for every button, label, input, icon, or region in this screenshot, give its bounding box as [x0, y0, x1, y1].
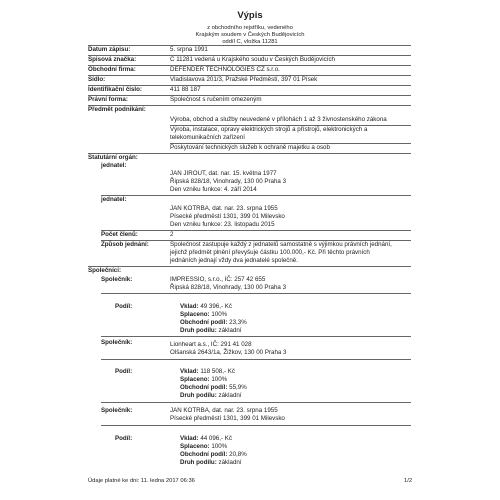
jednatel-label-1: jednatel: [101, 162, 127, 169]
pocet-label: Počet členů: [101, 231, 138, 238]
podil-3-splaceno [180, 443, 227, 451]
page-number: 1/2 [404, 478, 413, 484]
spolecnik-3-name: JAN KOTRBA, dat. nar. 23. srpna 1955 [170, 407, 278, 414]
spolecnik-1-address: Řipská 828/18, Vinohrady, 130 00 Praha 3 [170, 284, 287, 291]
divider [101, 359, 411, 360]
podil-3-vklad [180, 435, 232, 443]
jednatel-2-address: Písecké předměstí 1301, 399 01 Milevsko [170, 213, 285, 220]
splaceno-label: Splaceno: [180, 376, 210, 383]
obchodni-value: 23,3% [229, 319, 247, 326]
divider [101, 336, 411, 337]
obchodni-label: Obchodní podíl: [180, 384, 228, 391]
vklad-value: 44 096,- Kč [200, 435, 232, 442]
spolecnik-2-name: Lionheart a.s., IČ: 291 41 028 [170, 341, 252, 348]
sidlo-label: Sídlo: [88, 76, 106, 83]
jednatel-label-2: jednatel: [101, 196, 127, 203]
obchodni-value: 55,9% [229, 384, 247, 391]
druh-label: Druh podílu: [180, 392, 217, 399]
obchodni-value: 20,8% [229, 451, 247, 458]
datum-value: 5. srpna 1991 [170, 46, 208, 53]
podil-2-splaceno [180, 376, 227, 384]
predmet-line-4: Poskytování technických služeb k ochraně majetku a osob [170, 144, 330, 151]
podil-1-obchodni [180, 319, 247, 327]
forma-label: Právní forma: [88, 96, 128, 103]
podil-1-splaceno [180, 311, 227, 319]
splaceno-label: Splaceno: [180, 311, 210, 318]
ico-value: 411 88 187 [170, 86, 201, 93]
zpusob-line-3: jednáních jednají vždy dva jednatelé společně. [170, 257, 298, 264]
document-title: Výpis [237, 10, 263, 21]
pocet-value: 2 [170, 231, 174, 238]
splaceno-value: 100% [211, 311, 228, 318]
divider [101, 425, 411, 426]
spolecnik-2-address: Olšanská 2643/1a, Žižkov, 130 00 Praha 3 [170, 349, 287, 356]
spolecnici-label: Společníci: [88, 267, 122, 274]
druh-value: základní [218, 392, 242, 399]
zpusob-line-2: jejichž předmět plnění převyšuje částku 100.000,- Kč. Při těchto právních [170, 249, 370, 256]
divider [101, 293, 411, 294]
ico-label: Identifikační číslo: [88, 86, 142, 93]
spolecnik-2-label: Společník: [101, 339, 133, 346]
footer-validity: Údaje platné ke dni: 11. ledna 2017 06:36 [88, 478, 195, 484]
divider [88, 266, 411, 267]
statutar-label: Statutární orgán: [88, 154, 138, 161]
podil-2-vklad [180, 368, 235, 376]
splaceno-label: Splaceno: [180, 443, 210, 450]
predmet-line-1: Výroba, obchod a služby neuvedené v přílohách 1 až 3 živnostenského zákona [170, 116, 387, 123]
firma-label: Obchodní firma: [88, 66, 136, 73]
subtitle-line-2: Krajským soudem v Českých Budějovicích [195, 32, 305, 38]
podil-3-druh [180, 459, 242, 467]
divider [88, 45, 411, 46]
predmet-label: Předmět podnikání: [88, 106, 146, 113]
vklad-label: Vklad: [180, 303, 199, 310]
splaceno-value: 100% [211, 376, 228, 383]
predmet-line-2: Výroba, instalace, opravy elektrických strojů a přístrojů, elektronických a [170, 126, 368, 133]
firma-value: DEFENDER TECHNOLOGIES CZ s.r.o. [170, 66, 280, 73]
vklad-label: Vklad: [180, 368, 199, 375]
druh-label: Druh podílu: [180, 459, 217, 466]
podil-2-druh [180, 392, 242, 400]
datum-label: Datum zápisu: [88, 46, 131, 53]
vklad-value: 118 508,- Kč [200, 368, 235, 375]
podil-1-vklad [180, 303, 232, 311]
druh-value: základní [218, 327, 242, 334]
predmet-line-3: telekomunikačních zařízení [170, 134, 245, 141]
spolecnik-3-label: Společník: [101, 407, 133, 414]
spolecnik-3-address: Písecké předměstí 1301, 399 01 Milevsko [170, 415, 285, 422]
obchodni-label: Obchodní podíl: [180, 451, 228, 458]
podil-2-obchodni [180, 384, 247, 392]
podil-1-label: Podíl: [115, 303, 133, 310]
jednatel-1-address: Řipská 828/18, Vinohrady, 130 00 Praha 3 [170, 178, 287, 185]
podil-2-label: Podíl: [115, 368, 133, 375]
spolecnik-1-name: IMPRESSIO, s.r.o., IČ: 257 42 655 [170, 276, 266, 283]
forma-value: Společnost s ručením omezeným [170, 96, 262, 103]
zpusob-label: Způsob jednání: [101, 241, 149, 248]
jednatel-1-name: JAN JIROUT, dat. nar. 15. května 1977 [170, 170, 277, 177]
jednatel-2-name: JAN KOTRBA, dat. nar. 23. srpna 1955 [170, 205, 278, 212]
spolecnik-1-label: Společník: [101, 276, 133, 283]
podil-1-druh [180, 327, 242, 335]
obchodni-label: Obchodní podíl: [180, 319, 228, 326]
splaceno-value: 100% [211, 443, 228, 450]
divider [101, 402, 411, 403]
divider [101, 230, 411, 231]
jednatel-1-since: Den vzniku funkce: 4. září 2014 [170, 186, 257, 193]
sidlo-value: Vladislavova 201/3, Pražské Předměstí, 397 01 Písek [170, 76, 318, 83]
spis-value: C 11281 vedená u Krajského soudu v Českých Budějovicích [170, 56, 335, 63]
subtitle-line-3: oddíl C, vložka 11281 [222, 39, 278, 45]
zpusob-line-1: Společnost zastupuje každý z jednatelů samostatně s výjimkou právních jednání, [170, 241, 392, 248]
subtitle-line-1: z obchodního rejstříku, vedeného [207, 25, 293, 31]
podil-3-obchodni [180, 451, 247, 459]
divider [101, 195, 411, 196]
vklad-value: 49 396,- Kč [200, 303, 232, 310]
podil-3-label: Podíl: [115, 435, 133, 442]
druh-label: Druh podílu: [180, 327, 217, 334]
druh-value: základní [218, 459, 242, 466]
vklad-label: Vklad: [180, 435, 199, 442]
spis-label: Spisová značka: [88, 56, 137, 63]
jednatel-2-since: Den vzniku funkce: 23. listopadu 2015 [170, 221, 275, 228]
